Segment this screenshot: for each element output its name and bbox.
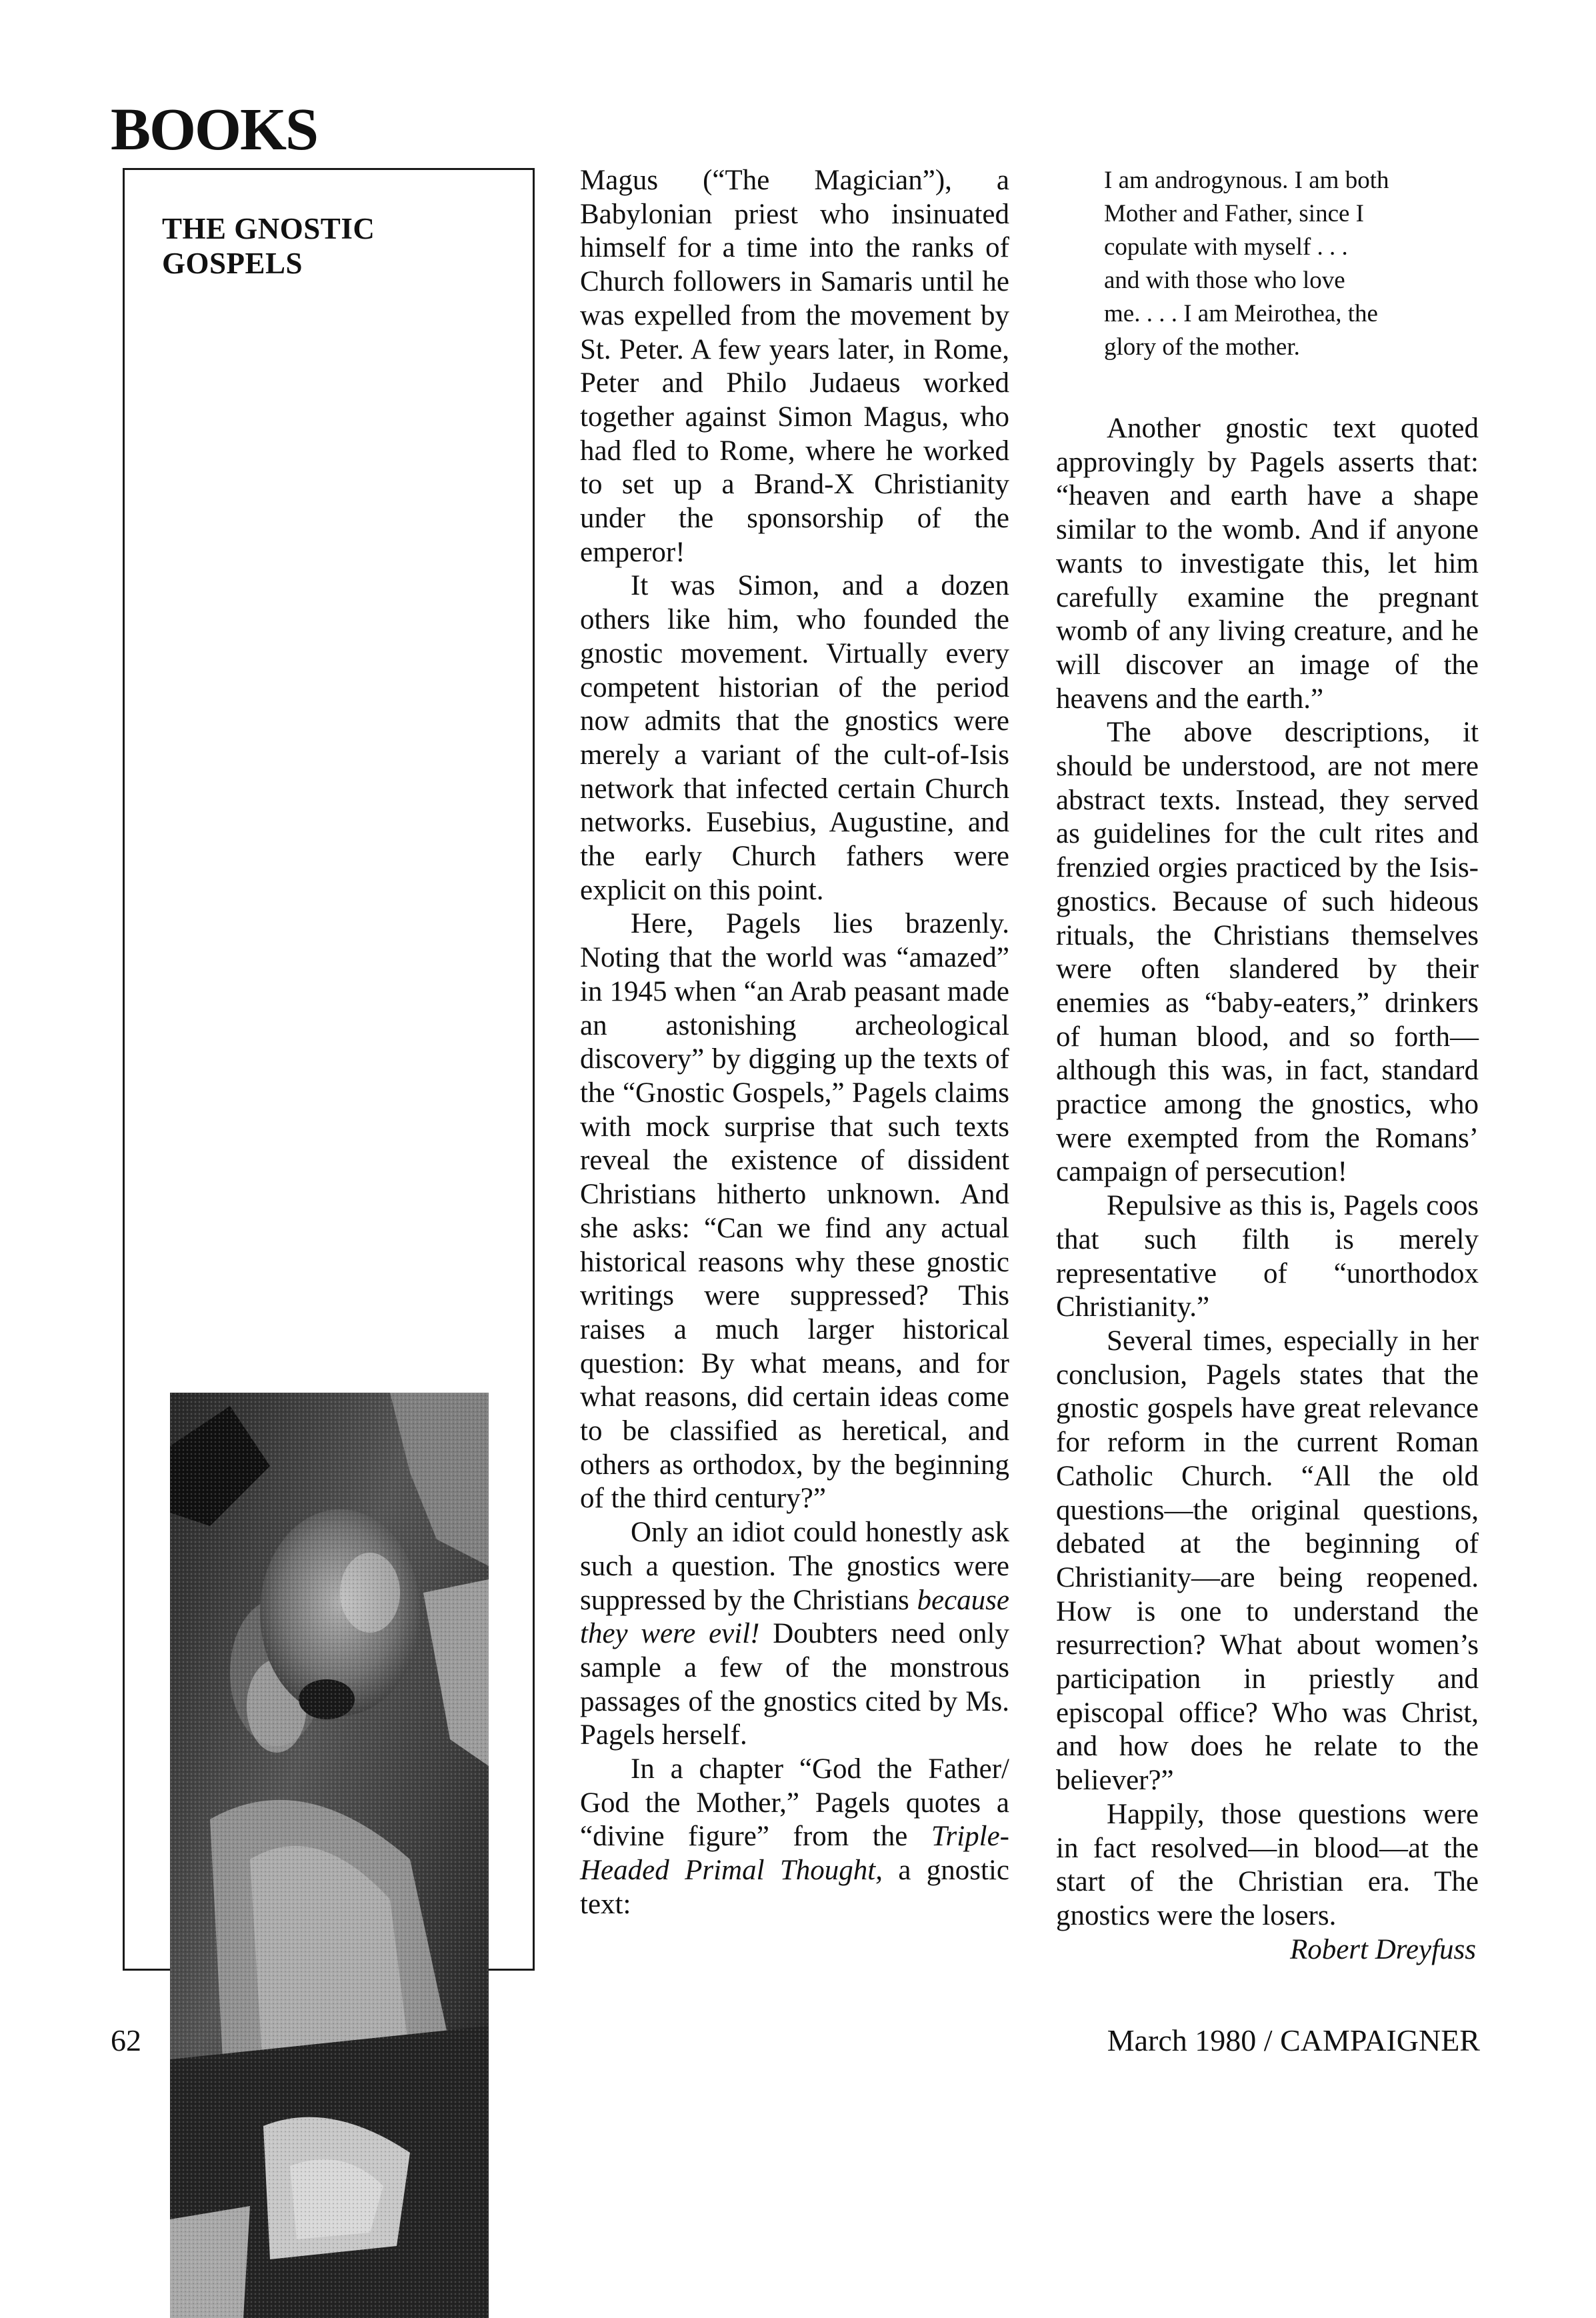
article-title: THE GNOSTIC GOSPELS xyxy=(162,212,375,280)
block-quote: I am androgynous. I am both Mother and Father, since I copulate with myself . . . and with those who love me. . . . I am Meirothea, the glory of the mother. xyxy=(1104,167,1389,361)
paragraph: Several times, especially in her conclusion, Pagels states that the gnostic gospels have great relevance for reform in the current Roman Catholic Church. “All the old questions—the original questions, debated at the beginning of Christianity—are being reopened. How is one to understand the resurrection? What about women’s participation in priestly and episcopal office? Who was Christ, and how does he relate to the believer?” xyxy=(1056,1325,1479,1797)
paragraph: It was Simon, and a dozen others like him, who founded the gnostic movement. Virtually every competent historian of the period now admits that the gnostics were merely a variant of the cult-of-Isis network that infected certain Church networks. Eusebius, Augustine, and the early Church fathers were explicit on this point. xyxy=(580,570,1009,906)
page-number: 62 xyxy=(111,2023,141,2057)
paragraph: Happily, those questions were in fact resolved—in blood—at the start of the Christian era. The gnostics were the losers. xyxy=(1056,1798,1479,1931)
paragraph: Another gnostic text quoted approvingly by Pagels asserts that: “heaven and earth have a shape similar to the womb. And if anyone wants to investigate this, let him carefully examine the pregnant womb of any living creature, and he will discover an image of the heavens and the earth.” xyxy=(1056,413,1479,715)
paragraph: In a chapter “God the Father/ God the Mother,” Pagels quotes a “divine figure” from the Triple-Headed Primal Thought, a gnostic text: xyxy=(580,1753,1009,1920)
paragraph: Repulsive as this is, Pagels coos that such filth is merely representative of “unorthodox Christianity.” xyxy=(1056,1190,1479,1323)
paragraph: Here, Pagels lies brazenly. Noting that the world was “amazed” in 1945 when “an Arab peasant made an astonishing archeological discovery” by digging up the texts of the “Gnostic Gospels,” Pagels claims with mock surprise that such texts reveal the existence of dissident Christians hitherto unknown. And she asks: “Can we find any actual historical reasons why these gnostic writings were suppressed? This raises a much larger historical question: By what means, and for what reasons, did certain ideas come to be classified as heretical, and others as orthodox, by the beginning of the third century?” xyxy=(580,908,1009,1515)
section-heading: BOOKS xyxy=(111,97,318,163)
text-column-right xyxy=(1056,164,1479,1967)
paragraph: Only an idiot could honestly ask such a question. The gnostics were suppressed by the Christians because they were evil! Doubters need only sample a few of the monstrous passages of the gnostics cited by Ms. Pagels herself. xyxy=(580,1517,1009,1751)
author-byline: Robert Dreyfuss xyxy=(1289,1933,1476,1965)
sidebar-box xyxy=(123,168,535,1971)
paragraph: Magus (“The Magician”), a Babylonian priest who insinuated himself for a time into the ranks of Church followers in Samaris until he was expelled from the movement by St. Peter. A few years later, in Rome, Peter and Philo Judaeus worked together against Simon Magus, who had fled to Rome, where he worked to set up a Brand-X Christianity under the sponsorship of the emperor! xyxy=(580,165,1009,568)
publication-info: March 1980 / CAMPAIGNER xyxy=(1107,2023,1480,2057)
text-column-left xyxy=(580,164,1009,1922)
article-photo xyxy=(170,1393,489,2318)
paragraph: The above descriptions, it should be understood, are not mere abstract texts. Instead, they served as guidelines for the cult rites and frenzied orgies practiced by the Isis-gnostics. Because of such hideous rituals, the Christians themselves were often slandered by their enemies as “baby-eaters,” drinkers of human blood, and so forth—although this was, in fact, standard practice among the gnostics, who were exempted from the Romans’ campaign of persecution! xyxy=(1056,717,1479,1188)
